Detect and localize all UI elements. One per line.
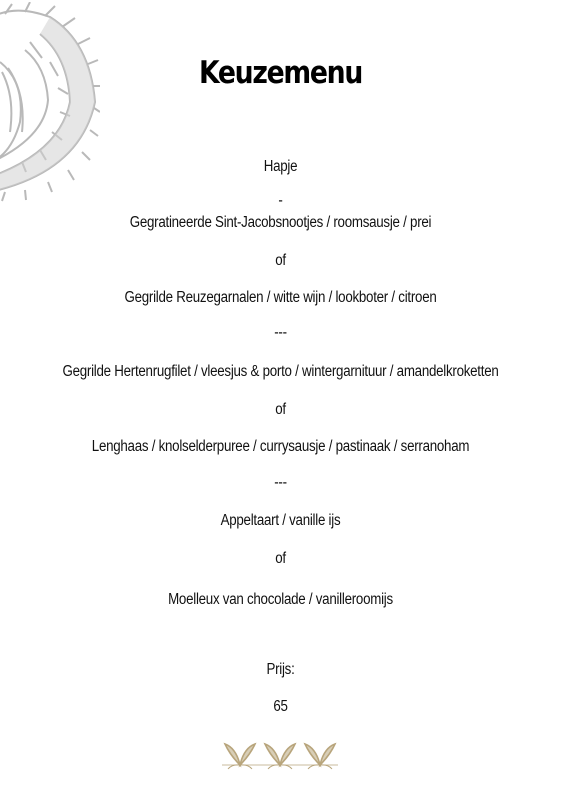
starter-option-1: Gegratineerde Sint-Jacobsnootjes / roomsausje / prei (129, 214, 432, 231)
or-divider-3: of (275, 550, 286, 567)
main-option-2: Lenghaas / knolselderpuree / currysausje / pastinaak / serranoham (91, 438, 470, 455)
leaf-ornament-icon (220, 740, 340, 770)
menu-title: Keuzemenu (198, 55, 363, 91)
starter-option-2: Gegrilde Reuzegarnalen / witte wijn / lookboter / citroen (124, 289, 437, 306)
course-separator-2: --- (274, 474, 287, 491)
dessert-option-2: Moelleux van chocolade / vanilleroomijs (168, 591, 393, 608)
main-option-1: Gegrilde Hertenrugfilet / vleesjus & porto / wintergarnituur / amandelkroketten (62, 363, 499, 380)
price-value: 65 (273, 698, 288, 715)
or-divider-2: of (275, 401, 286, 418)
starter-heading: Hapje (263, 158, 298, 175)
starter-dash: - (278, 192, 283, 209)
or-divider-1: of (275, 252, 286, 269)
price-label: Prijs: (266, 661, 295, 678)
dessert-option-1: Appeltaart / vanille ijs (220, 512, 341, 529)
course-separator-1: --- (274, 324, 287, 341)
